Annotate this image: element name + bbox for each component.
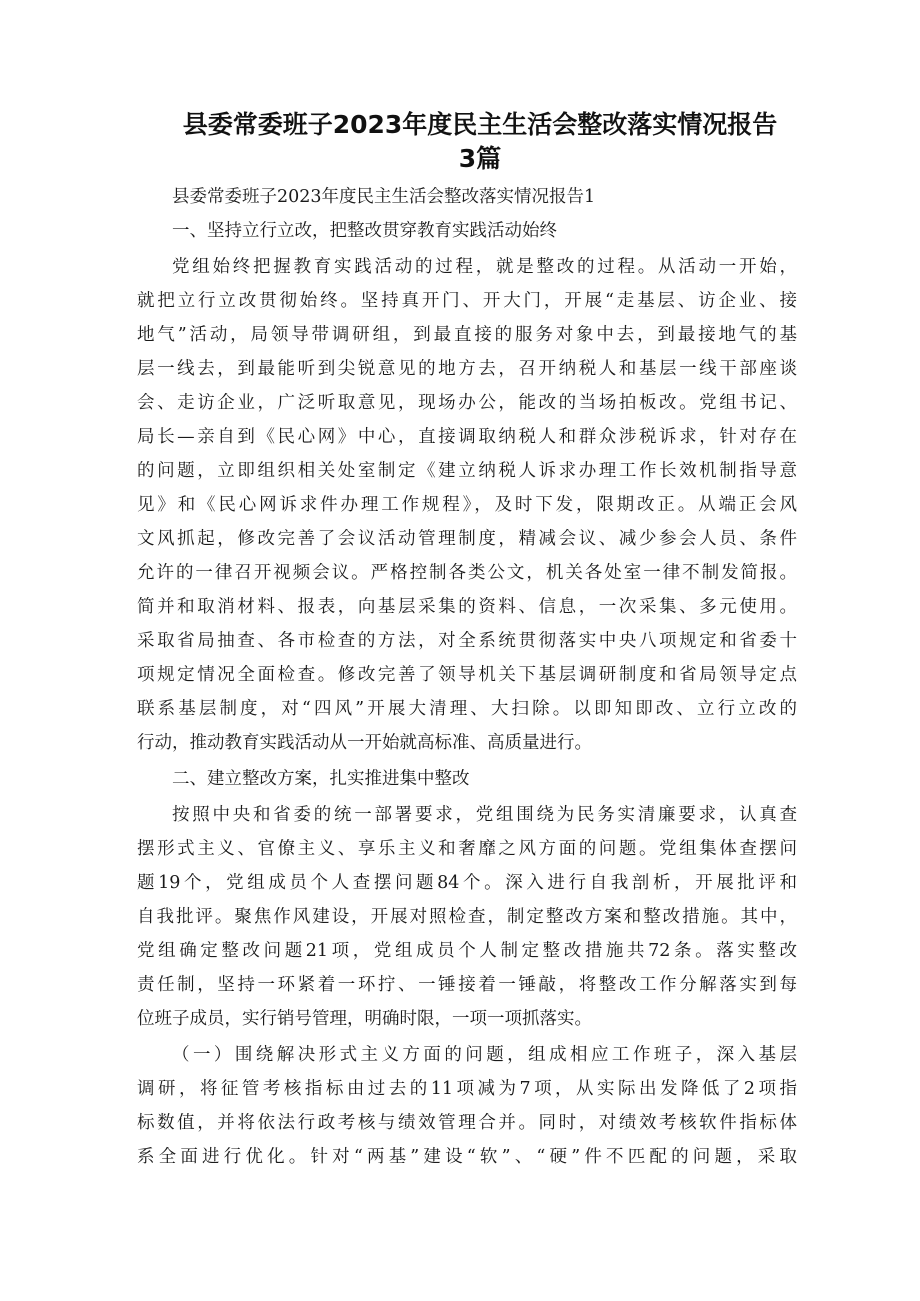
section-heading-2: 二、建立整改方案，扎实推进集中整改 <box>172 769 470 789</box>
paragraph-line: 摆形式主义、官僚主义、享乐主义和奢靡之风方面的问题。党组集体查摆问 <box>137 839 797 859</box>
paragraph-line: 题19个，党组成员个人查摆问题84个。深入进行自我剖析，开展批评和 <box>137 873 797 893</box>
paragraph-line: 标数值，并将依法行政考核与绩效管理合并。同时，对绩效考核软件指标体 <box>137 1113 797 1133</box>
paragraph-line: 自我批评。聚焦作风建设，开展对照检查，制定整改方案和整改措施。其中， <box>137 907 797 927</box>
paragraph-line: 层一线去，到最能听到尖锐意见的地方去，召开纳税人和基层一线干部座谈 <box>137 359 797 379</box>
paragraph-line: 文风抓起，修改完善了会议活动管理制度，精减会议、减少参会人员、条件 <box>137 529 797 549</box>
document-title-continuation: 3篇 <box>458 144 502 173</box>
paragraph-line: 就把立行立改贯彻始终。坚持真开门、开大门，开展“走基层、访企业、接 <box>137 291 797 311</box>
paragraph-line: 系全面进行优化。针对“两基”建设“软”、“硬”件不匹配的问题，采取 <box>137 1147 797 1167</box>
paragraph-line: 行动，推动教育实践活动从一开始就高标准、高质量进行。 <box>137 733 592 753</box>
report-subtitle: 县委常委班子2023年度民主生活会整改落实情况报告1 <box>172 187 596 207</box>
paragraph-line: 项规定情况全面检查。修改完善了领导机关下基层调研制度和省局领导定点 <box>137 665 797 685</box>
paragraph-line: 按照中央和省委的统一部署要求，党组围绕为民务实清廉要求，认真查 <box>172 805 797 825</box>
paragraph-line: 简并和取消材料、报表，向基层采集的资料、信息，一次采集、多元使用。 <box>137 597 797 617</box>
paragraph-line: 会、走访企业，广泛听取意见，现场办公，能改的当场拍板改。党组书记、 <box>137 393 797 413</box>
paragraph-line: 责任制，坚持一环紧着一环拧、一锤接着一锤敲，将整改工作分解落实到每 <box>137 975 797 995</box>
paragraph-line: 调研，将征管考核指标由过去的11项减为7项，从实际出发降低了2项指 <box>137 1079 797 1099</box>
paragraph-line: 局长—亲自到《民心网》中心，直接调取纳税人和群众涉税诉求，针对存在 <box>137 427 797 447</box>
paragraph-line: 允许的一律召开视频会议。严格控制各类公文，机关各处室一律不制发简报。 <box>137 563 797 583</box>
section-heading-1: 一、坚持立行立改，把整改贯穿教育实践活动始终 <box>172 221 557 241</box>
paragraph-line: 采取省局抽查、各市检查的方法，对全系统贯彻落实中央八项规定和省委十 <box>137 631 797 651</box>
paragraph-line: （一）围绕解决形式主义方面的问题，组成相应工作班子，深入基层 <box>172 1045 797 1065</box>
paragraph-line: 见》和《民心网诉求件办理工作规程》，及时下发，限期改正。从端正会风 <box>137 495 797 515</box>
paragraph-line: 地气”活动，局领导带调研组，到最直接的服务对象中去，到最接地气的基 <box>137 325 797 345</box>
paragraph-line: 联系基层制度，对“四风”开展大清理、大扫除。以即知即改、立行立改的 <box>137 699 797 719</box>
paragraph-line: 位班子成员，实行销号管理，明确时限，一项一项抓落实。 <box>137 1009 592 1029</box>
document-title: 县委常委班子2023年度民主生活会整改落实情况报告 <box>182 110 778 139</box>
paragraph-line: 党组始终把握教育实践活动的过程，就是整改的过程。从活动一开始， <box>172 257 797 277</box>
paragraph-line: 党组确定整改问题21项，党组成员个人制定整改措施共72条。落实整改 <box>137 941 797 961</box>
paragraph-line: 的问题，立即组织相关处室制定《建立纳税人诉求办理工作长效机制指导意 <box>137 461 797 481</box>
